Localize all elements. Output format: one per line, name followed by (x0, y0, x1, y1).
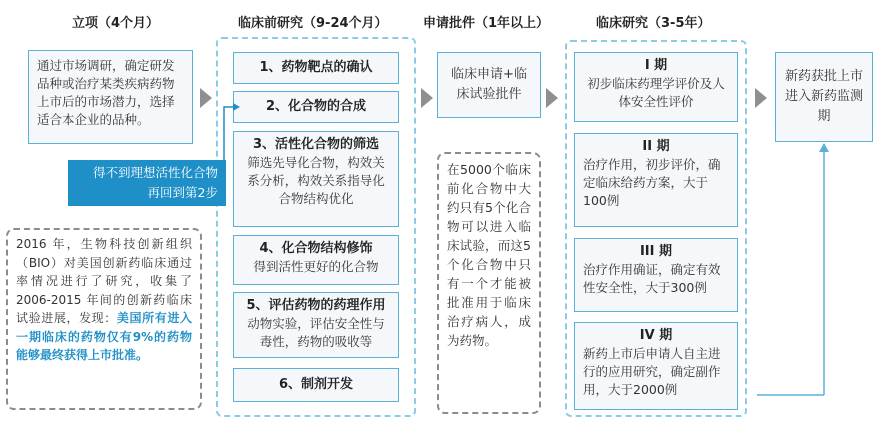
loop-note-line1: 得不到理想活性化合物 (92, 165, 218, 180)
phase-4-title: IV 期 (639, 328, 673, 343)
loop-back-line (224, 107, 233, 170)
phase-3-text: 治疗作用确证，确定有效性安全性，大于300例 (583, 262, 721, 295)
return-arrowhead (819, 143, 829, 152)
step2-label: 2、化合物的合成 (265, 99, 367, 114)
phase-2-title: II 期 (642, 139, 670, 154)
header-preclinical: 临床前研究（9-24个月） (238, 16, 388, 31)
arrow-icon (755, 88, 767, 108)
arrow-icon (421, 88, 433, 108)
step3-title: 3、活性化合物的筛选 (252, 137, 380, 152)
loop-note-line2: 再回到第2步 (147, 185, 218, 200)
header-approval: 申请批件（1年以上） (423, 16, 550, 31)
step4-subtitle: 得到活性更好的化合物 (253, 259, 379, 274)
header-project: 立项（4个月） (72, 16, 160, 31)
phase-4-text: 新药上市后申请人自主进行的应用研究，确定副作用，大于2000例 (583, 346, 721, 397)
phase-3-box (574, 238, 738, 312)
phase-4-box (574, 322, 738, 410)
project-text: 通过市场调研，确定研发品种或治疗某类疾病药物上市后的市场潜力，选择适合本企业的品种。 (37, 58, 175, 127)
final-text: 新药获批上市进入新药监测期 (784, 69, 863, 124)
arrow-icon (546, 88, 558, 108)
header-clinical: 临床研究（3-5年） (596, 16, 711, 31)
approval-note-text: 在5000个临床前化合物中大约只有5个化合物可以进入临床试验，而这5个化合物中只有一个才能被批准用于临床治疗病人，成为药物。 (447, 162, 531, 348)
step3-subtitle: 筛选先导化合物，构效关系分析，构效关系指导化合物结构优化 (247, 155, 385, 206)
step5-title: 5、评估药物的药理作用 (246, 298, 386, 313)
bio-study-note (6, 228, 202, 410)
phase-1-box (574, 52, 738, 122)
step4-title: 4、化合物结构修饰 (259, 241, 373, 256)
bio-note-text: 2016 年，生物科技创新组织（BIO）对美国创新药临床通过率情况进行了研究，收集了2006-2015 年间的创新药临床试验进展，发现： (16, 237, 192, 325)
step1-label: 1、药物靶点的确认 (259, 60, 373, 75)
loop-arrowhead (233, 103, 240, 111)
step5-subtitle: 动物实验，评估安全性与毒性，药物的吸收等 (247, 316, 385, 349)
phase-1-text: 初步临床药理学评价及人体安全性评价 (587, 76, 725, 109)
phase-2-box (574, 133, 738, 227)
bio-note-highlight: 美国所有进入一期临床的药物仅有9%的药物能够最终获得上市批准。 (16, 311, 192, 362)
step6-label: 6、制剂开发 (278, 377, 354, 392)
approval-note (437, 152, 541, 414)
approval-text: 临床申请+临床试验批件 (451, 67, 527, 102)
final-box (775, 52, 873, 142)
approval-box (437, 52, 541, 118)
phase-3-title: III 期 (639, 244, 673, 259)
phase-1-title: I 期 (644, 58, 668, 73)
phase-2-text: 治疗作用，初步评价，确定临床给药方案，大于100例 (583, 157, 721, 208)
